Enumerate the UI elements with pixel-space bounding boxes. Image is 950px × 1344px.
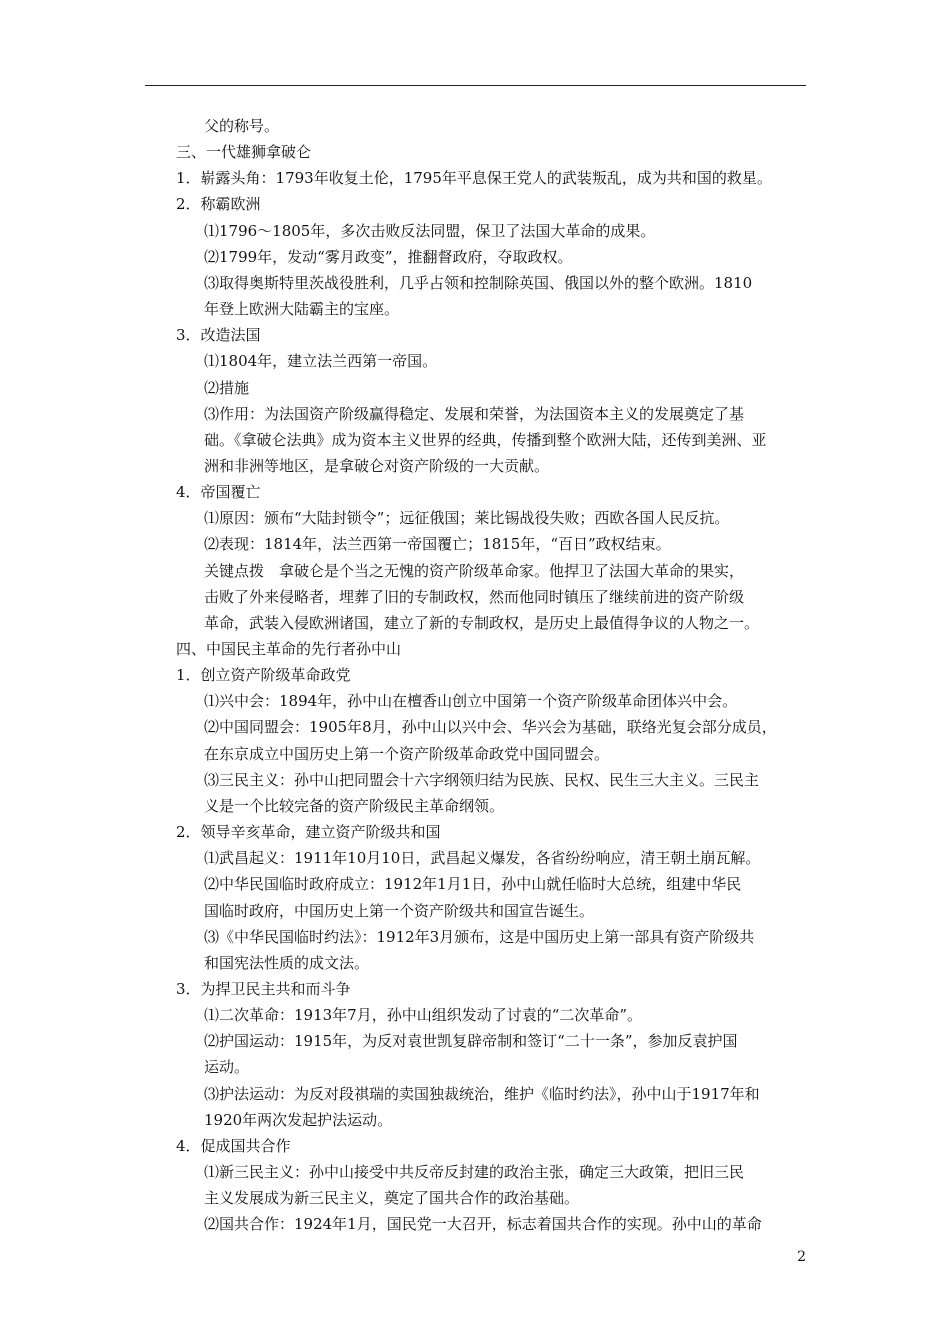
text-line: ⑴1796～1805年，多次击败反法同盟，保卫了法国大革命的成果。 xyxy=(204,222,656,240)
text-line: 1．崭露头角：1793年收复土伦，1795年平息保王党人的武装叛乱，成为共和国的救星。 xyxy=(176,169,772,187)
text-line: ⑶《中华民国临时约法》：1912年3月颁布，这是中国历史上第一部具有资产阶级共 xyxy=(204,928,755,946)
text-line: ⑵中国同盟会：1905年8月，孙中山以兴中会、华兴会为基础，联络光复会部分成员， xyxy=(204,718,777,736)
text-line: ⑶作用：为法国资产阶级赢得稳定、发展和荣誉，为法国资本主义的发展奠定了基 xyxy=(204,405,745,423)
text-line: 2．称霸欧洲 xyxy=(176,195,261,213)
text-line: 在东京成立中国历史上第一个资产阶级革命政党中国同盟会。 xyxy=(204,745,610,763)
text-line: 3．为捍卫民主共和而斗争 xyxy=(176,980,351,998)
text-line: 关键点拨 拿破仑是个当之无愧的资产阶级革命家。他捍卫了法国大革命的果实， xyxy=(204,562,745,580)
text-line: 革命，武装入侵欧洲诸国，建立了新的专制政权，是历史上最值得争议的人物之一。 xyxy=(204,614,760,632)
text-line: ⑵1799年，发动“雾月政变”，推翻督政府，夺取政权。 xyxy=(204,248,573,266)
text-line: ⑵表现：1814年，法兰西第一帝国覆亡；1815年，“百日”政权结束。 xyxy=(204,535,671,553)
text-line: ⑴二次革命：1913年7月，孙中山组织发动了讨袁的“二次革命”。 xyxy=(204,1006,643,1024)
text-line: 四、中国民主革命的先行者孙中山 xyxy=(176,640,402,658)
text-line: 1920年两次发起护法运动。 xyxy=(204,1111,393,1129)
text-line: 运动。 xyxy=(204,1058,250,1076)
text-line: ⑴武昌起义：1911年10月10日，武昌起义爆发，各省纷纷响应，清王朝土崩瓦解。 xyxy=(204,849,761,867)
text-line: 国临时政府，中国历史上第一个资产阶级共和国宣告诞生。 xyxy=(204,902,595,920)
text-line: 击败了外来侵略者，埋葬了旧的专制政权，然而他同时镇压了继续前进的资产阶级 xyxy=(204,588,745,606)
text-line: 年登上欧洲大陆霸主的宝座。 xyxy=(204,300,400,318)
text-line: ⑴1804年，建立法兰西第一帝国。 xyxy=(204,352,438,370)
text-line: 础。《拿破仑法典》成为资本主义世界的经典，传播到整个欧洲大陆，还传到美洲、亚 xyxy=(204,431,767,449)
text-line: ⑵护国运动：1915年，为反对袁世凯复辟帝制和签订“二十一条”，参加反袁护国 xyxy=(204,1032,738,1050)
text-line: ⑵国共合作：1924年1月，国民党一大召开，标志着国共合作的实现。孙中山的革命 xyxy=(204,1215,762,1233)
text-line: ⑶取得奥斯特里茨战役胜利，几乎占领和控制除英国、俄国以外的整个欧洲。1810 xyxy=(204,274,753,292)
text-line: 三、一代雄狮拿破仑 xyxy=(176,143,312,161)
text-line: 和国宪法性质的成文法。 xyxy=(204,954,370,972)
text-line: 2．领导辛亥革命，建立资产阶级共和国 xyxy=(176,823,441,841)
text-line: 洲和非洲等地区，是拿破仑对资产阶级的一大贡献。 xyxy=(204,457,550,475)
page-number: 2 xyxy=(797,1249,806,1265)
text-line: 1．创立资产阶级革命政党 xyxy=(176,666,351,684)
text-line: 3．改造法国 xyxy=(176,326,261,344)
text-line: ⑴原因：颁布“大陆封锁令”；远征俄国；莱比锡战役失败；西欧各国人民反抗。 xyxy=(204,509,730,527)
text-line: ⑶护法运动：为反对段祺瑞的卖国独裁统治，维护《临时约法》，孙中山于1917年和 xyxy=(204,1085,760,1103)
text-line: 义是一个比较完备的资产阶级民主革命纲领。 xyxy=(204,797,505,815)
text-line: 4．促成国共合作 xyxy=(176,1137,291,1155)
text-line: ⑴新三民主义：孙中山接受中共反帝反封建的政治主张，确定三大政策，把旧三民 xyxy=(204,1163,745,1181)
text-line: ⑴兴中会：1894年，孙中山在檀香山创立中国第一个资产阶级革命团体兴中会。 xyxy=(204,692,738,710)
header-rule xyxy=(145,85,806,86)
text-line: 4．帝国覆亡 xyxy=(176,483,261,501)
text-line: ⑶三民主义：孙中山把同盟会十六字纲领归结为民族、民权、民生三大主义。三民主 xyxy=(204,771,760,789)
text-line: 主义发展成为新三民主义，奠定了国共合作的政治基础。 xyxy=(204,1189,580,1207)
text-line: 父的称号。 xyxy=(204,117,280,135)
text-line: ⑵措施 xyxy=(204,379,250,397)
text-line: ⑵中华民国临时政府成立：1912年1月1日，孙中山就任临时大总统，组建中华民 xyxy=(204,875,742,893)
